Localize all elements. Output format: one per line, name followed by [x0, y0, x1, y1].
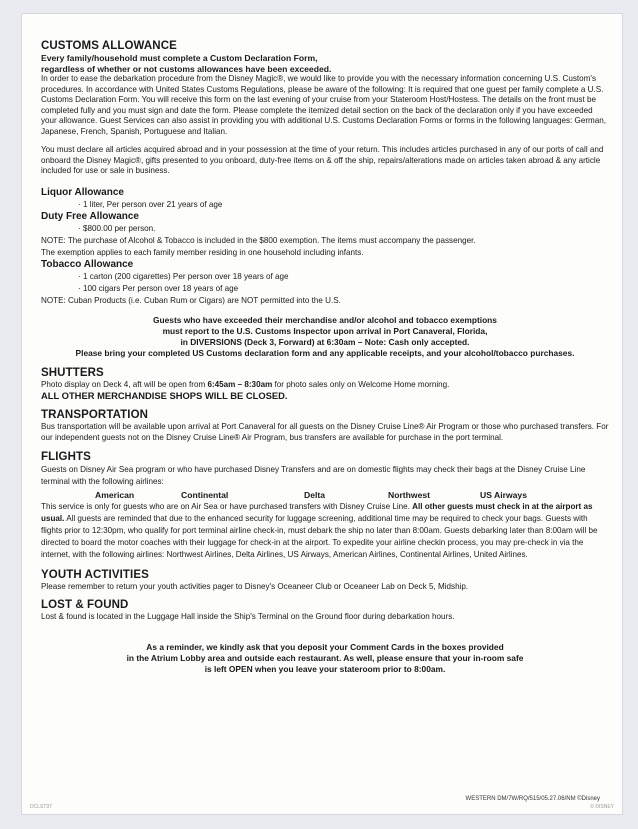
customs-lead-2: regardless of whether or not customs allowances have been exceeded.: [41, 63, 332, 74]
flights-text-before: This service is only for guests who are on Air Sea or have purchased transfers with Disney Cruise Line.: [41, 502, 413, 511]
document-code: WESTERN DM/7W/RQ/515/05.27.06/NM ©Disney: [465, 796, 600, 802]
youth-activities-text: Please remember to return your youth activities pager to Disney's Oceaneer Club or Oceaneer Lab on Deck 5, Midship.: [41, 582, 469, 591]
airline-us-airways: US Airways: [480, 490, 527, 500]
airline-continental: Continental: [181, 490, 229, 500]
liquor-allowance-heading: Liquor Allowance: [41, 186, 124, 198]
tobacco-allowance-item-1: · 1 carton (200 cigarettes) Per person over 18 years of age: [78, 271, 289, 281]
customs-lead-1: Every family/household must complete a Custom Declaration Form,: [41, 53, 318, 63]
customs-notice-line-2: must report to the U.S. Customs Inspector upon arrival in Port Canaveral, Florida,: [162, 325, 488, 336]
reminder-line-3: is left OPEN when you leave your stateroom prior to 8:00am.: [204, 664, 446, 674]
customs-paragraph-2: You must declare all articles acquired abroad and in your possession at the time of your return. This includes articles purchased in any of our ports of call and onboard the Disney Magic®, gifts presented to you onboard, duty-free items on & off the ship, repairs/alterations made on articles taken abroad & any article included for use or sale in business.: [41, 145, 604, 175]
customs-heading: CUSTOMS ALLOWANCE: [41, 40, 177, 52]
shutters-text-after: for photo sales only on Welcome Home morning.: [272, 379, 450, 389]
customs-paragraph-1: In order to ease the debarkation procedure from the Disney Magic®, we would like to provide you with the necessary information concerning U.S. Custom's procedures. In accordance with United States Customs Regulations, please be aware of the following: It is required that one guest per family complete a U.S. Customs Declaration Form. You will receive this form on the last evening of your cruise from your Stateroom Host/Hostess. The details on the front must be completed fully and you must sign and date the form. Please complete the itemized detail section on the back of the declaration only if you have exceeded your allowance. Guest Services can also assist in providing you with additional U.S. Customs Declaration Forms or forms in the following languages: German, Japanese, French, Spanish, Portuguese and Italian.: [41, 74, 607, 136]
tobacco-allowance-heading: Tobacco Allowance: [41, 258, 134, 270]
reminder-line-2: in the Atrium Lobby area and outside each restaurant. As well, please ensure that your in-room safe: [126, 653, 524, 663]
shutters-time: 6:45am – 8:30am: [207, 379, 273, 389]
tobacco-allowance-item-2: · 100 cigars Per person over 18 years of age: [78, 283, 239, 293]
shops-closed-notice: ALL OTHER MERCHANDISE SHOPS WILL BE CLOSED.: [41, 390, 288, 401]
flights-heading: FLIGHTS: [41, 451, 91, 463]
customs-notice-line-4: Please bring your completed US Customs declaration form and any applicable receipts, and your alcohol/tobacco purchases.: [75, 347, 575, 358]
airline-northwest: Northwest: [388, 490, 431, 500]
customs-notice-line-3: in DIVERSIONS (Deck 3, Forward) at 6:30am – Note: Cash only accepted.: [180, 336, 470, 347]
flights-bold-notice: All other guests must check in at the airport as usual.: [41, 502, 593, 523]
customs-exemption: The exemption applies to each family member residing in one household including infants.: [41, 247, 364, 257]
customs-note-1: NOTE: The purchase of Alcohol & Tobacco is included in the $800 exemption. The items must accompany the passenger.: [41, 235, 476, 245]
flights-text-after: All guests are reminded that due to the enhanced security for luggage screening, additional time may be required to check your bags. Guests with flights prior to 12:30pm, who qualify for port terminal airline check-in, must debark the ship no later than 8:00am. Guests debarking later than 8:00am will be directed to board the motor coaches with their luggage for check-in at the airport. To expedite your airline checkin process, you may pre-check in via the internet, with the following airlines: Northwest Airlines, Delta Airlines, US Airways, American Airlines, Continental Airlines, United Airlines.: [41, 514, 598, 559]
airline-delta: Delta: [304, 490, 326, 500]
liquor-allowance-item: · 1 liter, Per person over 21 years of age: [78, 199, 223, 209]
transportation-text: Bus transportation will be available upon arrival at Port Canaveral for all guests on the Disney Cruise Line® Air Program or those who purchased transfers. For our independent guests not on the Disney Cruise Line® Air Program, bus transfers are available for purchase in the port terminal.: [41, 422, 609, 442]
lost-found-heading: LOST & FOUND: [41, 598, 129, 611]
shutters-text-before: Photo display on Deck 4, aft will be open from: [41, 379, 208, 389]
shutters-heading: SHUTTERS: [41, 366, 104, 379]
document-content: [41, 40, 609, 675]
duty-free-allowance-heading: Duty Free Allowance: [41, 210, 139, 222]
airline-american: American: [95, 490, 135, 500]
shutters-text: [41, 380, 609, 391]
youth-activities-heading: YOUTH ACTIVITIES: [41, 569, 149, 581]
corner-code-right: © DISNEY: [590, 804, 614, 810]
lost-found-text: Lost & found is located in the Luggage Hall inside the Ship's Terminal on the Ground floor during debarkation hours.: [41, 611, 455, 621]
corner-code-left: DCLST37: [30, 804, 52, 810]
customs-notice-line-1: Guests who have exceeded their merchandise and/or alcohol and tobacco exemptions: [153, 314, 497, 325]
reminder-line-1: As a reminder, we kindly ask that you deposit your Comment Cards in the boxes provided: [146, 642, 504, 652]
airline-list: [41, 489, 609, 501]
duty-free-allowance-item: · $800.00 per person.: [78, 223, 156, 233]
customs-note-2: NOTE: Cuban Products (i.e. Cuban Rum or Cigars) are NOT permitted into the U.S.: [41, 295, 341, 305]
flights-intro: Guests on Disney Air Sea program or who have purchased Disney Transfers and are on domestic flights may check their bags at the Disney Cruise Line terminal with the following airlines:: [41, 465, 586, 486]
flights-details: [41, 501, 609, 561]
document-page: [22, 14, 622, 814]
transportation-heading: TRANSPORTATION: [41, 409, 149, 421]
